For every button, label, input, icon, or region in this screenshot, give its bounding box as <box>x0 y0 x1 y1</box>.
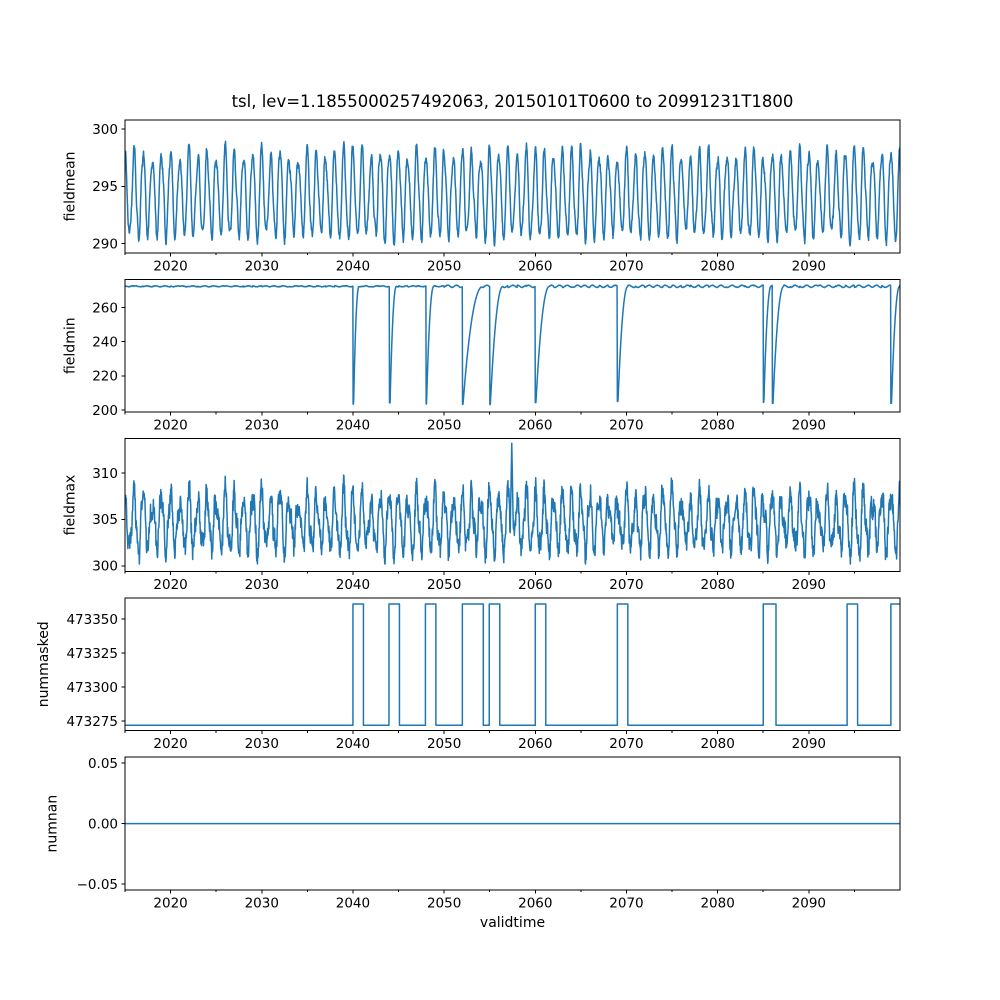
numnan-ytick-label: 0.00 <box>87 816 118 833</box>
numnan-xtick-label: 2050 <box>426 895 462 912</box>
numnan-xtick-label: 2070 <box>609 895 644 912</box>
fieldmin-ytick-label: 260 <box>92 300 118 317</box>
fieldmin-ylabel: fieldmin <box>62 317 79 375</box>
fieldmean-xtick-label: 2080 <box>700 258 735 275</box>
fieldmax-ytick-label: 310 <box>92 465 118 482</box>
fieldmin-ytick-label: 220 <box>92 368 118 385</box>
fieldmax-ytick-label: 300 <box>92 558 118 575</box>
numnan-xtick-label: 2090 <box>791 895 827 912</box>
subplot-nummasked <box>36 598 900 752</box>
nummasked-xtick-label: 2020 <box>153 736 188 753</box>
numnan-xtick-label: 2030 <box>244 895 279 912</box>
nummasked-xtick-label: 2040 <box>335 736 371 753</box>
nummasked-xtick-label: 2060 <box>518 736 553 753</box>
nummasked-ytick-label: 473350 <box>66 611 118 628</box>
numnan-ticks <box>122 763 855 893</box>
fieldmax-ytick-label: 305 <box>92 512 118 529</box>
fieldmax-xtick-label: 2050 <box>426 576 462 593</box>
numnan-ytick-label: 0.05 <box>87 756 118 773</box>
nummasked-xtick-label: 2090 <box>791 736 827 753</box>
subplot-fieldmean <box>62 120 900 274</box>
nummasked-ticks <box>122 619 855 734</box>
numnan-ytick-label: −0.05 <box>76 876 118 893</box>
numnan-xtick-label: 2040 <box>335 895 371 912</box>
fieldmin-xtick-label: 2020 <box>153 417 188 434</box>
fieldmax-xtick-label: 2080 <box>700 576 735 593</box>
fieldmean-xtick-label: 2050 <box>426 258 462 275</box>
fieldmin-ytick-label: 240 <box>92 334 118 351</box>
nummasked-ytick-label: 473300 <box>66 679 118 696</box>
subplot-fieldmax <box>62 439 900 593</box>
fieldmax-xtick-label: 2070 <box>609 576 644 593</box>
numnan-xtick-label: 2060 <box>518 895 553 912</box>
fieldmax-xtick-label: 2060 <box>518 576 553 593</box>
nummasked-xtick-label: 2050 <box>426 736 462 753</box>
fieldmin-line <box>125 285 900 405</box>
fieldmax-line <box>125 443 900 564</box>
fieldmax-xtick-label: 2040 <box>335 576 371 593</box>
fieldmean-xtick-label: 2030 <box>244 258 279 275</box>
fieldmean-line <box>125 141 900 246</box>
fieldmean-xtick-label: 2060 <box>518 258 553 275</box>
nummasked-xtick-label: 2030 <box>244 736 279 753</box>
numnan-xtick-label: 2080 <box>700 895 735 912</box>
figure-title: tsl, lev=1.1855000257492063, 20150101T0600 to 20991231T1800 <box>231 92 794 111</box>
fieldmean-ytick-label: 290 <box>92 236 118 253</box>
fieldmean-xtick-label: 2020 <box>153 258 188 275</box>
fieldmin-axes-frame <box>125 279 900 412</box>
numnan-xtick-label: 2020 <box>153 895 188 912</box>
nummasked-ylabel: nummasked <box>35 621 52 708</box>
fieldmin-xtick-label: 2030 <box>244 417 279 434</box>
nummasked-ytick-label: 473325 <box>66 645 118 662</box>
fieldmax-xtick-label: 2090 <box>791 576 827 593</box>
subplot-numnan <box>45 756 900 911</box>
fieldmin-xtick-label: 2060 <box>518 417 553 434</box>
fieldmean-ytick-label: 300 <box>92 121 118 138</box>
fieldmin-xtick-label: 2050 <box>426 417 462 434</box>
x-axis-label: validtime <box>479 915 546 931</box>
subplots-container <box>36 120 900 912</box>
numnan-ylabel: numnan <box>44 794 61 853</box>
nummasked-axes-frame <box>125 598 900 731</box>
fieldmean-xtick-label: 2040 <box>335 258 371 275</box>
subplot-fieldmin <box>62 279 900 433</box>
fieldmin-ytick-label: 200 <box>92 402 118 419</box>
nummasked-ytick-label: 473275 <box>66 713 118 730</box>
fieldmin-xtick-label: 2090 <box>791 417 827 434</box>
fieldmax-xtick-label: 2030 <box>244 576 279 593</box>
fieldmax-xtick-label: 2020 <box>153 576 188 593</box>
nummasked-xtick-label: 2080 <box>700 736 735 753</box>
fieldmean-ytick-label: 295 <box>92 179 118 196</box>
fieldmin-xtick-label: 2040 <box>335 417 371 434</box>
fieldmin-ticks <box>122 308 855 416</box>
fieldmin-xtick-label: 2070 <box>609 417 644 434</box>
fieldmean-xtick-label: 2070 <box>609 258 644 275</box>
fieldmean-xtick-label: 2090 <box>791 258 827 275</box>
fieldmean-ylabel: fieldmean <box>62 151 79 222</box>
nummasked-line <box>125 604 900 725</box>
nummasked-xtick-label: 2070 <box>609 736 644 753</box>
fieldmax-ylabel: fieldmax <box>62 474 79 536</box>
fieldmin-xtick-label: 2080 <box>700 417 735 434</box>
